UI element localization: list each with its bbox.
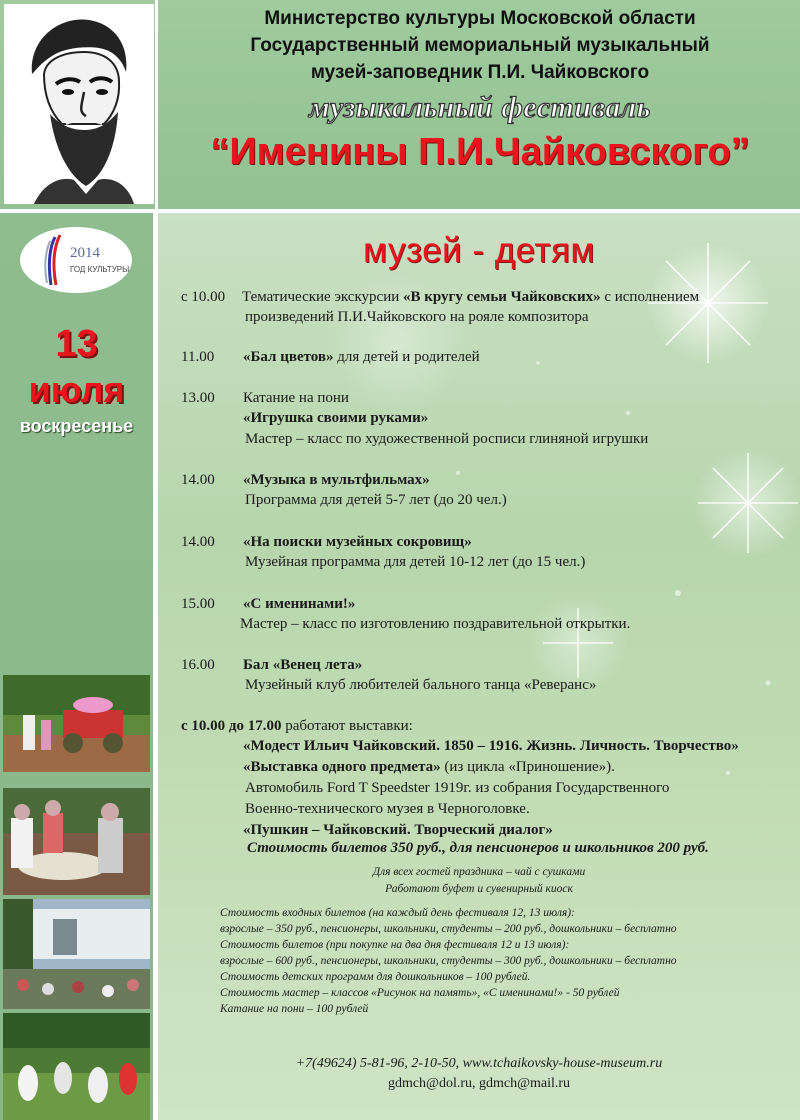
sidebar — [0, 213, 153, 1120]
photo-pony-cart — [3, 675, 150, 772]
exhibition-description: Военно-технического музея в Черноголовке. — [245, 801, 530, 817]
event-time: 11.00 — [181, 349, 215, 365]
event-description: произведений П.И.Чайковского на рояле композитора — [245, 309, 589, 325]
event-description: Музейный клуб любителей бального танца «Реверанс» — [245, 677, 597, 693]
photo-children-crafts — [3, 788, 150, 895]
organization-line: Министерство культуры Московской области — [264, 8, 696, 29]
exhibition-title: «Пушкин – Чайковский. Творческий диалог» — [243, 822, 553, 838]
fee-line: Стоимость детских программ для дошкольников – 100 рублей. — [220, 971, 531, 983]
header-divider — [155, 0, 158, 210]
fee-line: Стоимость билетов (при покупке на два дня фестиваля 12 и 13 июля): — [220, 939, 570, 951]
event-description: Программа для детей 5-7 лет (до 20 чел.) — [245, 492, 507, 508]
event-weekday: воскресенье — [19, 416, 134, 436]
photo-ball-dancers — [3, 1013, 150, 1120]
event-suffix: с исполнением — [604, 289, 700, 305]
contact-phone-website: +7(49624) 5-81-96, 2-10-50, www.tchaikovsky-house-museum.ru — [295, 1056, 663, 1071]
section-title: музей - детям — [362, 231, 595, 270]
event-description: Катание на пони — [243, 390, 349, 406]
event-date-day: 13 — [55, 323, 98, 365]
festival-title: “Именины П.И.Чайковского” — [210, 131, 750, 173]
exhibitions-time: с 10.00 до 17.00 — [181, 718, 282, 734]
event-title: «На поиски музейных сокровищ» — [243, 534, 472, 550]
event-time: 14.00 — [181, 472, 215, 488]
event-time: 15.00 — [181, 596, 215, 612]
contact-emails: gdmch@dol.ru, gdmch@mail.ru — [387, 1076, 571, 1091]
composer-portrait-drawing — [4, 4, 154, 204]
event-prefix: Тематические экскурсии — [242, 289, 400, 305]
buffet-note: Работают буфет и сувенирный киоск — [385, 883, 573, 895]
event-title: «Игрушка своими руками» — [243, 410, 429, 426]
event-title: «Музыка в мультфильмах» — [243, 472, 430, 488]
exhibition-description: Автомобиль Ford T Speedster 1919г. из собрания Государственного — [245, 780, 670, 796]
event-suffix: для детей и родителей — [337, 349, 480, 365]
ticket-price-note: Стоимость билетов 350 руб., для пенсионеров и школьников 200 руб. — [247, 840, 709, 856]
logo-caption: ГОД КУЛЬТУРЫ — [70, 265, 130, 274]
composer-portrait — [4, 4, 154, 204]
festival-subtitle: музыкальный фестиваль — [309, 91, 651, 124]
event-description: Мастер – класс по художественной росписи глиняной игрушки — [245, 431, 649, 447]
fee-line: взрослые – 600 руб., пенсионеры, школьники, студенты – 300 руб., дошкольники – бесплатно — [220, 955, 677, 967]
exhibition-title: «Модест Ильич Чайковский. 1850 – 1916. Жизнь. Личность. Творчество» — [243, 738, 739, 754]
organization-line: Государственный мемориальный музыкальный — [250, 35, 710, 56]
event-time: с 10.00 — [181, 289, 226, 305]
organization-line: музей-заповедник П.И. Чайковского — [310, 62, 650, 83]
main-program — [158, 213, 800, 1120]
exhibitions-intro: работают выставки: — [285, 718, 413, 734]
event-title: Бал «Венец лета» — [243, 657, 363, 673]
event-title: «Бал цветов» — [243, 349, 334, 365]
year-of-culture-logo — [20, 227, 132, 293]
logo-year: 2014 — [70, 245, 100, 261]
fee-line: Стоимость входных билетов (на каждый день фестиваля 12, 13 июля): — [220, 907, 575, 919]
fee-line: Стоимость мастер – классов «Рисунок на память», «С именинами!» - 50 рублей — [220, 987, 620, 999]
event-time: 16.00 — [181, 657, 215, 673]
header — [0, 0, 800, 210]
photo-museum-concert — [3, 899, 150, 1009]
fee-line: Катание на пони – 100 рублей — [220, 1003, 369, 1015]
tea-note: Для всех гостей праздника – чай с сушками — [372, 866, 586, 878]
event-time: 13.00 — [181, 390, 215, 406]
exhibition-title: «Выставка одного предмета» — [243, 759, 441, 775]
exhibition-suffix: (из цикла «Приношение»). — [444, 759, 615, 775]
event-title: «В кругу семьи Чайковских» — [403, 289, 601, 305]
event-date-month: июля — [28, 369, 125, 410]
event-description: Мастер – класс по изготовлению поздравительной открытки. — [240, 616, 631, 632]
fee-line: взрослые – 350 руб., пенсионеры, школьники, студенты – 200 руб., дошкольники – бесплатно — [220, 923, 677, 935]
event-time: 14.00 — [181, 534, 215, 550]
event-title: «С именинами!» — [243, 596, 356, 612]
event-description: Музейная программа для детей 10-12 лет (до 15 чел.) — [245, 554, 586, 570]
